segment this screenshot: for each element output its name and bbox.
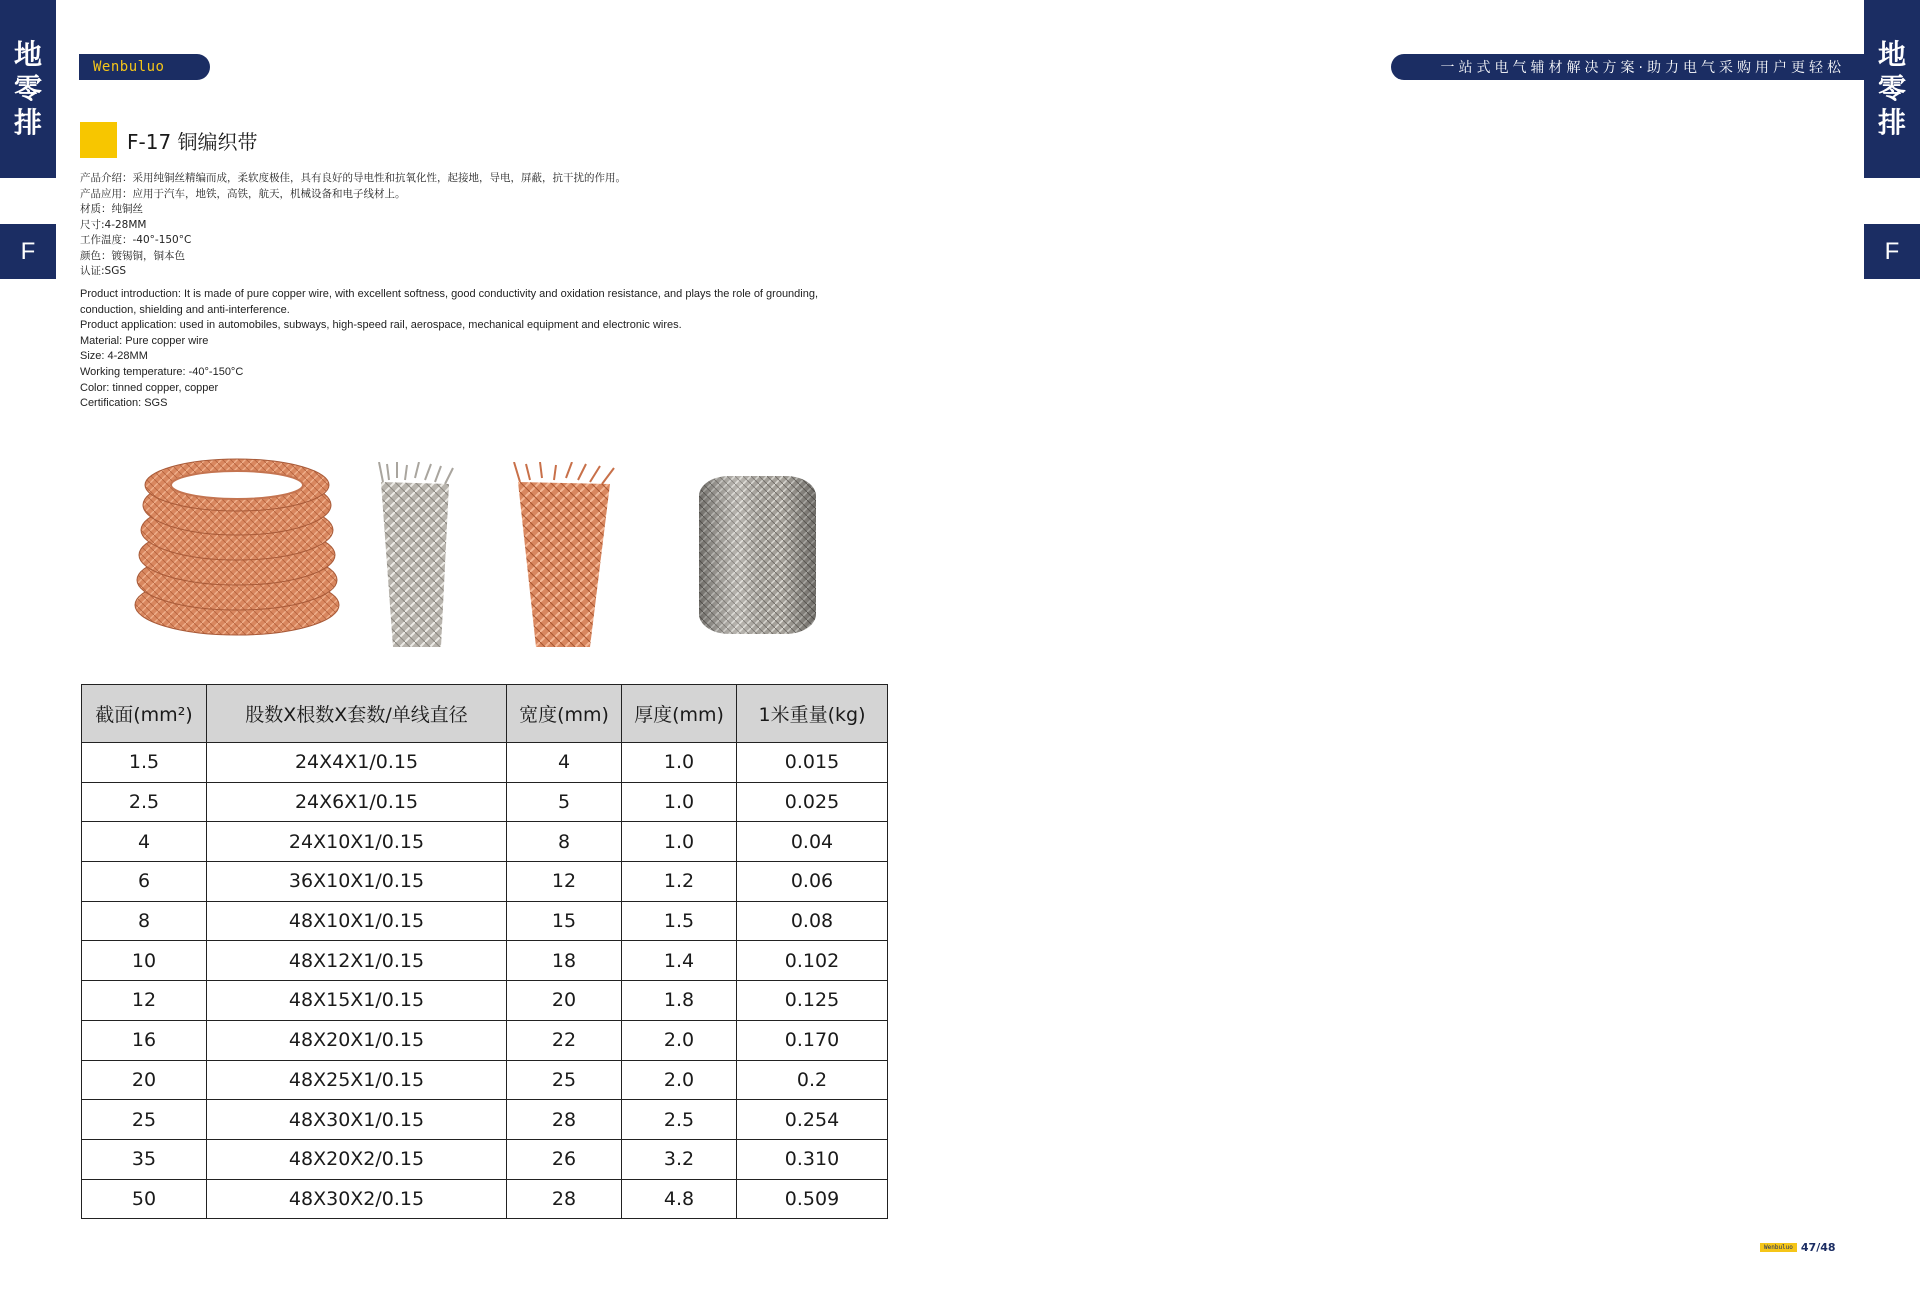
table-row: [82, 743, 888, 783]
cell: 48X25X1/0.15: [207, 1060, 507, 1100]
table-row: [82, 901, 888, 941]
cell: 0.015: [737, 743, 888, 783]
cell: 20: [82, 1060, 207, 1100]
left-side-tab: [0, 0, 56, 178]
description-cn: [80, 171, 626, 280]
product-title: F-17 铜编织带: [127, 130, 258, 154]
cell: 2.0: [622, 1060, 737, 1100]
cell: 0.08: [737, 901, 888, 941]
brand-name: Wenbuluo: [93, 59, 165, 75]
cell: 1.8: [622, 981, 737, 1021]
table-row: [82, 941, 888, 981]
header-cell: 厚度(mm): [622, 685, 737, 743]
cell: 8: [82, 901, 207, 941]
desc-cn-line: 产品应用：应用于汽车，地铁，高铁，航天，机械设备和电子线材上。: [80, 187, 406, 200]
table-row: [82, 782, 888, 822]
cell: 6: [82, 862, 207, 902]
side-char: 地: [13, 38, 42, 71]
desc-en-line: Material: Pure copper wire: [80, 334, 209, 347]
desc-en-line: Certification: SGS: [80, 397, 168, 410]
cell: 22: [507, 1020, 622, 1060]
left-section-letter: F: [0, 224, 56, 279]
header-cell: 1米重量(kg): [737, 685, 888, 743]
cell: 0.102: [737, 941, 888, 981]
right-section-letter: F: [1864, 224, 1920, 279]
table-row: [82, 1139, 888, 1179]
cell: 48X30X1/0.15: [207, 1100, 507, 1140]
page-number: 47/48: [1800, 1241, 1836, 1254]
cell: 0.2: [737, 1060, 888, 1100]
cell: 48X30X2/0.15: [207, 1179, 507, 1219]
cell: 28: [507, 1100, 622, 1140]
table-row: [82, 1020, 888, 1060]
description-en: [80, 287, 870, 412]
cell: 15: [507, 901, 622, 941]
cell: 0.310: [737, 1139, 888, 1179]
cell: 0.04: [737, 822, 888, 862]
table-row: [82, 862, 888, 902]
cell: 28: [507, 1179, 622, 1219]
cell: 4: [507, 743, 622, 783]
cell: 0.254: [737, 1100, 888, 1140]
side-char: 地: [1877, 38, 1906, 71]
cell: 35: [82, 1139, 207, 1179]
cell: 0.509: [737, 1179, 888, 1219]
cell: 0.025: [737, 782, 888, 822]
cell: 36X10X1/0.15: [207, 862, 507, 902]
cell: 0.06: [737, 862, 888, 902]
cell: 1.0: [622, 782, 737, 822]
cell: 2.0: [622, 1020, 737, 1060]
cell: 24X6X1/0.15: [207, 782, 507, 822]
table-row: [82, 981, 888, 1021]
desc-en-line: Product introduction: It is made of pure copper wire, with excellent softness, good conductivity and oxidation resistance, and plays the role of grounding, conduction, shielding and anti-interference.: [80, 288, 819, 316]
cell: 1.0: [622, 743, 737, 783]
desc-cn-line: 认证:SGS: [80, 265, 127, 277]
desc-en-line: Working temperature: -40°-150°C: [80, 365, 244, 378]
desc-en-line: Size: 4-28MM: [80, 350, 148, 363]
cell: 8: [507, 822, 622, 862]
table-row: [82, 822, 888, 862]
desc-cn-line: 颜色：镀锡铜，铜本色: [80, 249, 185, 262]
cell: 20: [507, 981, 622, 1021]
cell: 48X20X2/0.15: [207, 1139, 507, 1179]
header-cell: 股数X根数X套数/单线直径: [207, 685, 507, 743]
cell: 48X12X1/0.15: [207, 941, 507, 981]
desc-cn-line: 工作温度：-40°-150°C: [80, 234, 192, 246]
cell: 4.8: [622, 1179, 737, 1219]
cell: 2.5: [622, 1100, 737, 1140]
table-row: [82, 1060, 888, 1100]
side-char: 零: [13, 72, 42, 105]
cell: 25: [82, 1100, 207, 1140]
table-row: [82, 1179, 888, 1219]
tinned-braid-strip-image: [375, 462, 460, 647]
cell: 50: [82, 1179, 207, 1219]
cell: 5: [507, 782, 622, 822]
cell: 4: [82, 822, 207, 862]
copper-braid-strip-image: [510, 462, 620, 647]
cell: 1.2: [622, 862, 737, 902]
tinned-braid-coil-image: [695, 468, 820, 643]
cell: 25: [507, 1060, 622, 1100]
cell: 3.2: [622, 1139, 737, 1179]
cell: 12: [82, 981, 207, 1021]
desc-en-line: Product application: used in automobiles, subways, high-speed rail, aerospace, mechanical equipment and electronic wires.: [80, 319, 682, 332]
cell: 48X15X1/0.15: [207, 981, 507, 1021]
footer-brand: Wenbuluo: [1760, 1243, 1797, 1252]
header-cell: 宽度(mm): [507, 685, 622, 743]
side-char: 排: [1877, 106, 1906, 139]
cell: 2.5: [82, 782, 207, 822]
cell: 24X4X1/0.15: [207, 743, 507, 783]
cell: 26: [507, 1139, 622, 1179]
cell: 16: [82, 1020, 207, 1060]
desc-en-line: Color: tinned copper, copper: [80, 381, 219, 394]
side-char: 零: [1877, 72, 1906, 105]
cell: 0.125: [737, 981, 888, 1021]
cell: 1.4: [622, 941, 737, 981]
cell: 18: [507, 941, 622, 981]
cell: 1.0: [622, 822, 737, 862]
cell: 48X20X1/0.15: [207, 1020, 507, 1060]
slogan-pill: [1391, 54, 1865, 80]
header-cell: 截面(mm²): [82, 685, 207, 743]
copper-braid-coil-image: [130, 455, 345, 640]
page-footer: [1760, 1241, 1836, 1254]
cell: 48X10X1/0.15: [207, 901, 507, 941]
desc-cn-line: 尺寸:4-28MM: [80, 218, 147, 231]
table-header-row: [82, 685, 888, 743]
cell: 10: [82, 941, 207, 981]
spec-table: [81, 684, 888, 1219]
cell: 24X10X1/0.15: [207, 822, 507, 862]
desc-cn-line: 材质：纯铜丝: [80, 203, 143, 215]
table-row: [82, 1100, 888, 1140]
side-char: 排: [13, 106, 42, 139]
cell: 0.170: [737, 1020, 888, 1060]
cell: 1.5: [622, 901, 737, 941]
title-marker: [80, 122, 117, 158]
desc-cn-line: 产品介绍：采用纯铜丝精编而成，柔软度极佳，具有良好的导电性和抗氧化性，起接地，导电，屏蔽，抗干扰的作用。: [80, 172, 626, 184]
right-side-tab: [1864, 0, 1920, 178]
slogan-text: 一站式电气辅材解决方案·助力电气采购用户更轻松: [1440, 60, 1845, 76]
brand-pill: [79, 54, 210, 80]
cell: 12: [507, 862, 622, 902]
cell: 1.5: [82, 743, 207, 783]
